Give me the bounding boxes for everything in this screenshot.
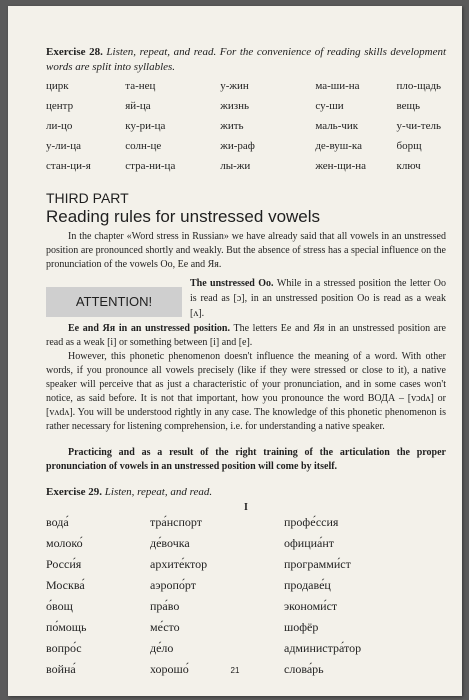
word-cell: у-жин: [220, 80, 249, 92]
word-cell: жен-щи-на: [315, 160, 367, 172]
word-cell: де-вуш-ка: [315, 140, 362, 152]
word-cell: ку-ри-ца: [125, 120, 166, 132]
word-cell: экономи́ст: [284, 599, 338, 613]
word-cell: аэропо́рт: [150, 578, 196, 592]
word-cell: стан-ци-я: [46, 160, 91, 172]
word-cell: вопро́с: [46, 641, 82, 655]
word-cell: хорошо́: [150, 662, 189, 676]
word-row: [46, 80, 462, 100]
exercise-28-label: Exercise 28.: [46, 46, 103, 58]
paragraph-e-ya-bold: Ее and Яя in an unstressed position.: [68, 323, 230, 334]
attention-box: ATTENTION!: [46, 287, 182, 317]
word-cell: о́вощ: [46, 599, 73, 613]
word-cell: центр: [46, 100, 74, 112]
exercise-29-label: Exercise 29.: [46, 486, 103, 498]
exercise-29-instruction: Listen, repeat, and read.: [104, 486, 213, 498]
exercise-28-heading: [46, 45, 446, 75]
word-cell: де́вочка: [150, 536, 190, 550]
word-cell: архите́ктор: [150, 557, 208, 571]
word-cell: шофёр: [284, 620, 319, 634]
word-row: [46, 120, 462, 140]
word-cell: де́ло: [150, 641, 174, 655]
word-cell: Москва́: [46, 578, 85, 592]
word-cell: стра-ни-ца: [125, 160, 176, 172]
word-cell: жить: [220, 120, 244, 132]
page-number: 21: [230, 666, 240, 675]
paragraph-however: However, this phonetic phenomenon doesn't influence the meaning of a word. With other words, if you pronounce all vowels precisely (like if they were stressed or close to it), a native speaker will perceive that as just a characteristic of your pronunciation, and in some cases won't notice, as said before. It is not that important, how you pronounce the word ВОДА – [vɔdʌ] or [vʌdʌ]. You will be understood rightly in any case. The knowledge of this phonetic phenomenon is rather necessary for listening comprehension, i.e. for understanding a native speaker.: [46, 351, 446, 432]
word-cell: тра́нспорт: [150, 515, 202, 529]
word-cell: профе́ссия: [284, 515, 339, 529]
exercise-28-instruction: Listen, repeat, and read. For the convenience of reading skills development words are split into syllables.: [46, 46, 447, 73]
word-cell: у-ли-ца: [46, 140, 81, 152]
word-row: [46, 620, 424, 641]
word-cell: слова́рь: [284, 662, 324, 676]
paragraph-practicing: Practicing and as a result of the right training of the articulation the proper pronunciation of vowels in an unstressed position will come by itself.: [46, 447, 446, 472]
word-cell: ма-ши-на: [315, 80, 360, 92]
word-cell: программи́ст: [284, 557, 351, 571]
part-title: THIRD PART: [46, 190, 129, 206]
word-cell: вещь: [396, 100, 421, 112]
word-cell: официа́нт: [284, 536, 335, 550]
word-cell: цирк: [46, 80, 69, 92]
word-cell: жи-раф: [220, 140, 255, 152]
word-cell: маль-чик: [315, 120, 359, 132]
word-cell: жизнь: [220, 100, 250, 112]
paragraph-intro: In the chapter «Word stress in Russian» we have already said that all vowels in an unstressed position are pronounced shortly and weakly. But the absence of stress has a special influence on the pronunciation of the vowels Оо, Ее and Яя.: [46, 231, 446, 270]
word-cell: война́: [46, 662, 76, 676]
word-row: [46, 557, 424, 578]
word-cell: яй-ца: [125, 100, 151, 112]
word-row: [46, 515, 424, 536]
attention-body: While in a stressed position the letter Оо is read as [ɔ], in an unstressed position Оо is read as a weak [ʌ].: [190, 278, 446, 319]
word-cell: администра́тор: [284, 641, 362, 655]
word-cell: продаве́ц: [284, 578, 331, 592]
attention-bold: The unstressed Оо.: [190, 278, 274, 289]
word-cell: ключ: [396, 160, 421, 172]
word-row: [46, 160, 462, 180]
exercise-28-word-table: [46, 80, 462, 180]
paragraph-e-ya-text: The letters Ее and Яя in an unstressed position are read as a weak [i] or something between [i] and [e].: [46, 323, 446, 348]
word-row: [46, 641, 424, 662]
word-cell: су-ши: [315, 100, 344, 112]
attention-text: [190, 276, 446, 321]
word-cell: та-нец: [125, 80, 156, 92]
word-cell: по́мощь: [46, 620, 87, 634]
word-cell: борщ: [396, 140, 422, 152]
word-cell: у-чи-тель: [396, 120, 441, 132]
word-row: [46, 140, 462, 160]
word-row: [46, 599, 424, 620]
paragraph-e-ya: [46, 322, 446, 350]
word-cell: Росси́я: [46, 557, 82, 571]
word-cell: пло-щадь: [396, 80, 442, 92]
word-row: [46, 578, 424, 599]
word-cell: ли-цо: [46, 120, 73, 132]
word-cell: ме́сто: [150, 620, 180, 634]
word-cell: лы-жи: [220, 160, 251, 172]
word-row: [46, 100, 462, 120]
book-page: [8, 6, 462, 696]
section-title: Reading rules for unstressed vowels: [46, 207, 321, 226]
exercise-29-heading: [46, 486, 212, 498]
section-roman-numeral: I: [244, 502, 248, 513]
word-cell: молоко́: [46, 536, 83, 550]
word-cell: солн-це: [125, 140, 162, 152]
word-cell: вода́: [46, 515, 69, 529]
exercise-29-word-table: [46, 515, 424, 683]
word-row: [46, 536, 424, 557]
word-cell: пра́во: [150, 599, 180, 613]
